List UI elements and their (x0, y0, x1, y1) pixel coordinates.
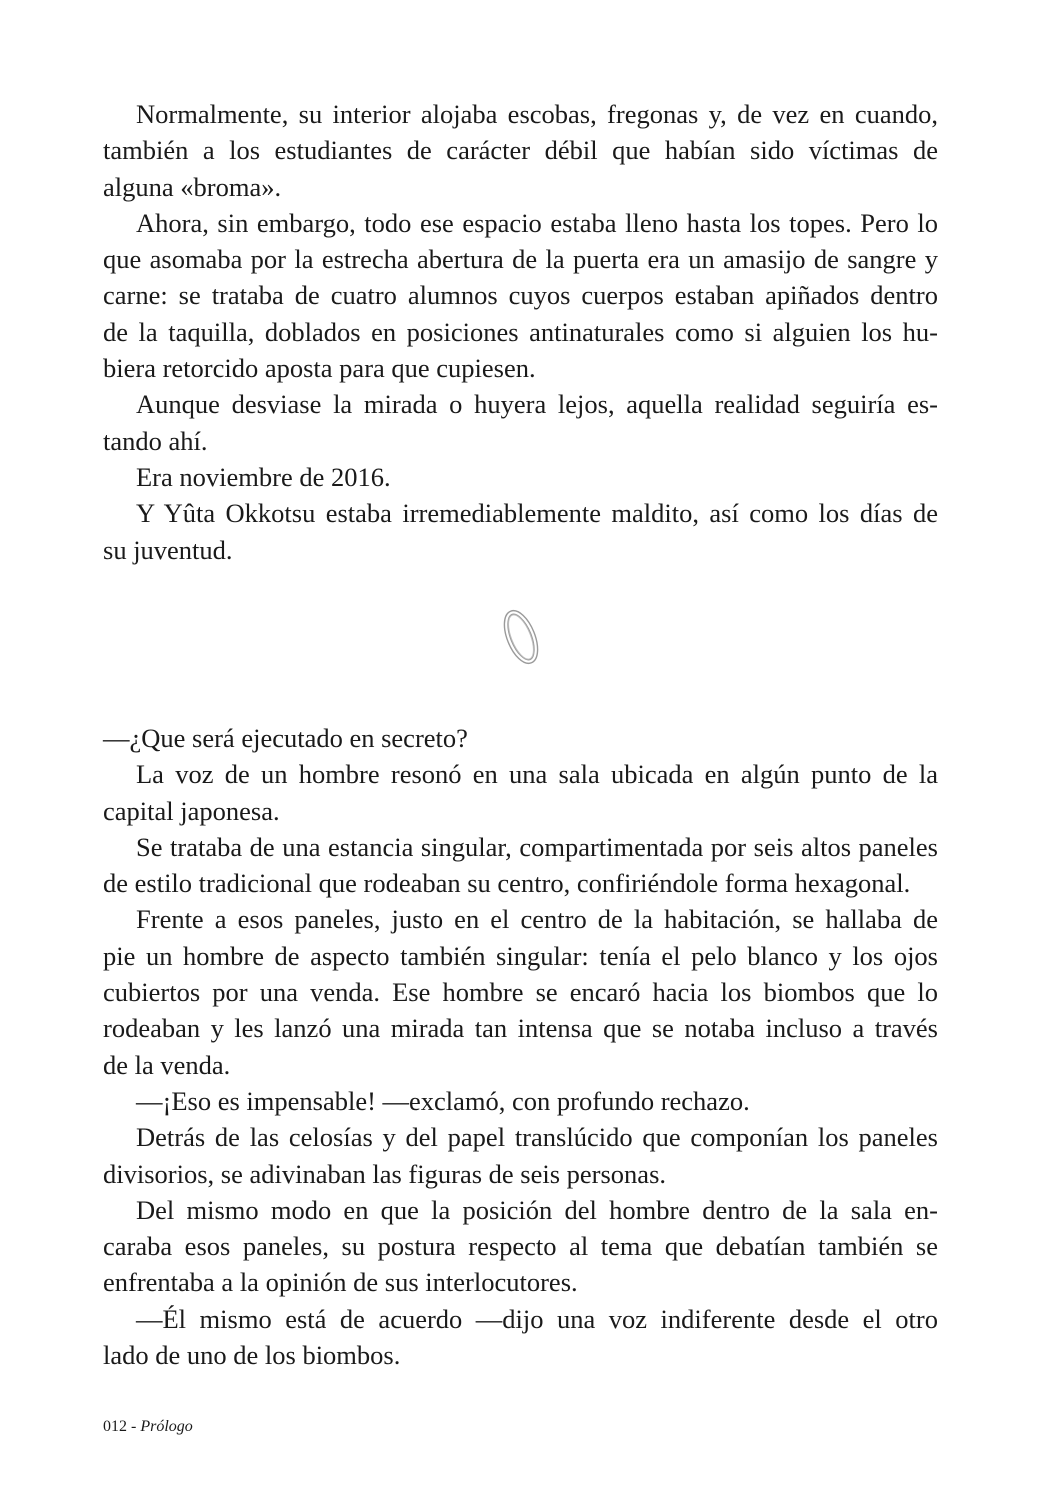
text-line: tando ahí. (103, 425, 208, 456)
text-line: Del mismo modo en que la posición del hombre dentro de la sala en- (136, 1194, 938, 1225)
chapter-title: Prólogo (140, 1418, 193, 1435)
text-line: Aunque desviase la mirada o huyera lejos, aquella realidad seguiría es- (136, 389, 938, 420)
text-line: lado de uno de los biombos. (103, 1340, 401, 1371)
text-line: Era noviembre de 2016. (136, 461, 391, 492)
page-footer (103, 1418, 193, 1436)
text-line: cubiertos por una venda. Ese hombre se encaró hacia los biombos que lo (103, 977, 938, 1008)
text-line: capital japonesa. (103, 795, 280, 826)
text-line: Y Yûta Okkotsu estaba irremediablemente maldito, así como los días de (136, 498, 938, 529)
ring-icon (494, 602, 548, 672)
text-line: rodeaban y les lanzó una mirada tan intensa que se notaba incluso a través (103, 1013, 938, 1044)
text-line: pie un hombre de aspecto también singular: tenía el pelo blanco y los ojos (103, 940, 938, 971)
text-line: caraba esos paneles, su postura respecto al tema que debatían también se (103, 1231, 938, 1262)
text-line: enfrentaba a la opinión de sus interlocutores. (103, 1267, 578, 1298)
text-line: Ahora, sin embargo, todo ese espacio estaba lleno hasta los topes. Pero lo (136, 207, 938, 238)
text-block-2 (103, 720, 938, 1373)
text-line: —Él mismo está de acuerdo —dijo una voz indiferente desde el otro (136, 1303, 938, 1334)
text-line: La voz de un hombre resonó en una sala ubicada en algún punto de la (136, 759, 938, 790)
text-line: —¡Eso es impensable! —exclamó, con profundo rechazo. (136, 1085, 750, 1116)
text-line: Frente a esos paneles, justo en el centro de la habitación, se hallaba de (136, 904, 938, 935)
page-number: 012 - (103, 1418, 141, 1435)
text-line: de la venda. (103, 1049, 231, 1080)
text-line: de estilo tradicional que rodeaban su centro, confiriéndole forma hexagonal. (103, 868, 911, 899)
text-line: alguna «broma». (103, 171, 282, 202)
text-line: que asomaba por la estrecha abertura de la puerta era un amasijo de sangre y (103, 244, 938, 275)
text-line: Se trataba de una estancia singular, compartimentada por seis altos paneles (136, 831, 938, 862)
text-line: Normalmente, su interior alojaba escobas, fregonas y, de vez en cuando, (136, 99, 938, 129)
text-line: divisorios, se adivinaban las figuras de seis personas. (103, 1158, 667, 1189)
text-line: —¿Que será ejecutado en secreto? (103, 723, 468, 753)
text-line: carne: se trataba de cuatro alumnos cuyos cuerpos estaban apiñados dentro (103, 280, 938, 311)
text-line: de la taquilla, doblados en posiciones antinaturales como si alguien los hu- (103, 316, 938, 347)
text-block-1 (103, 96, 938, 568)
text-line: biera retorcido aposta para que cupiesen. (103, 353, 536, 384)
text-line: también a los estudiantes de carácter débil que habían sido víctimas de (103, 135, 938, 166)
text-line: Detrás de las celosías y del papel translúcido que componían los paneles (136, 1122, 938, 1153)
text-line: su juventud. (103, 534, 233, 565)
